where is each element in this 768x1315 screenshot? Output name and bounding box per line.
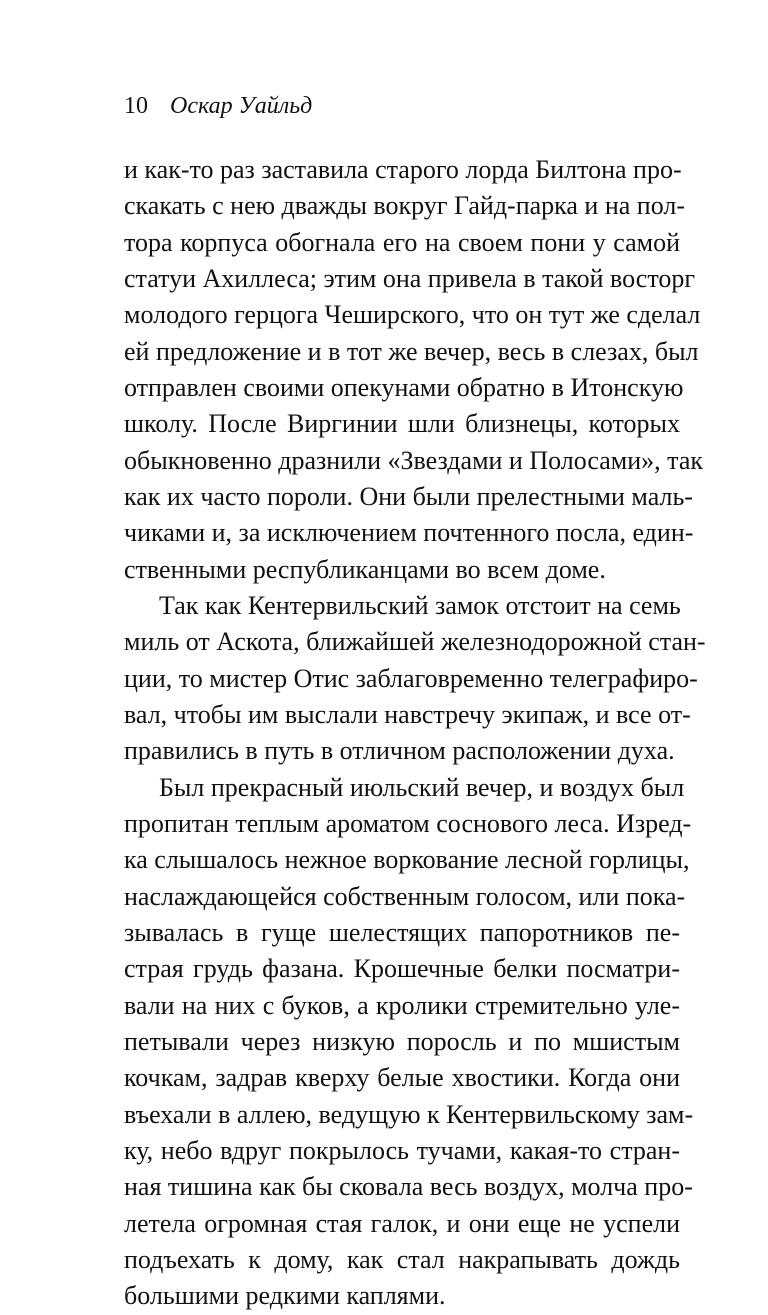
paragraph bbox=[124, 152, 704, 588]
text-line: миль от Аскота, ближайшей железнодорожной стан- bbox=[124, 627, 706, 657]
text-line: ку, небо вдруг покрылось тучами, какая-то стран- bbox=[124, 1135, 680, 1165]
text-line: чиками и, за исключением почтенного посла, един- bbox=[124, 518, 694, 548]
text-line: правились в путь в отличном расположении духа. bbox=[124, 736, 675, 766]
text-line: как их часто пороли. Они были прелестными маль- bbox=[124, 481, 693, 511]
text-line: ная тишина как бы сковала весь воздух, молча про- bbox=[124, 1172, 693, 1202]
text-line: зывалась в гуще шелестящих папоротников пе- bbox=[124, 917, 680, 947]
text-line: вали на них с буков, а кролики стремительно уле- bbox=[124, 990, 680, 1020]
running-header bbox=[124, 90, 312, 122]
text-line: и как-то раз заставила старого лорда Билтона про- bbox=[124, 155, 682, 184]
text-line: обыкновенно дразнили «Звездами и Полосами», так bbox=[124, 445, 704, 475]
text-line: наслаждающейся собственным голосом, или пока- bbox=[124, 881, 686, 911]
text-line: кочкам, задрав кверху белые хвостики. Когда они bbox=[124, 1063, 680, 1093]
text-line: подъехать к дому, как стал накрапывать дождь bbox=[124, 1244, 680, 1274]
text-line: ции, то мистер Отис заблаговременно телеграфиро- bbox=[124, 663, 698, 693]
text-line: Был прекрасный июльский вечер, и воздух был bbox=[159, 772, 685, 802]
paragraph bbox=[124, 588, 706, 770]
page-number: 10 bbox=[124, 93, 148, 119]
author-name: Оскар Уайльд bbox=[170, 93, 313, 119]
text-line: страя грудь фазана. Крошечные белки посматри- bbox=[124, 954, 680, 984]
body-text bbox=[124, 152, 706, 1315]
text-line: Так как Кентервильский замок отстоит на семь bbox=[159, 590, 681, 620]
text-line: скакать с нею дважды вокруг Гайд-парка и на пол- bbox=[124, 191, 686, 221]
text-line: большими редкими каплями. bbox=[124, 1281, 446, 1311]
text-line: пропитан теплым ароматом соснового леса. Изред- bbox=[124, 808, 692, 838]
text-line: ственными республиканцами во всем доме. bbox=[124, 554, 606, 584]
text-line: отправлен своими опекунами обратно в Итонскую bbox=[124, 372, 684, 402]
text-line: ка слышалось нежное воркование лесной горлицы, bbox=[124, 845, 690, 875]
text-line: молодого герцога Чеширского, что он тут же сделал bbox=[124, 300, 701, 330]
text-line: статуи Ахиллеса; этим она привела в такой восторг bbox=[124, 263, 696, 293]
text-line: ей предложение и в тот же вечер, весь в слезах, был bbox=[124, 336, 699, 366]
text-line: въехали в аллею, ведущую к Кентервильскому зам- bbox=[124, 1099, 694, 1129]
text-line: летела огромная стая галок, и они еще не успели bbox=[124, 1208, 680, 1238]
paragraph bbox=[124, 770, 694, 1315]
text-line: школу. После Виргинии шли близнецы, которых bbox=[124, 409, 680, 439]
text-line: вал, чтобы им выслали навстречу экипаж, и все от- bbox=[124, 699, 691, 729]
text-line: тора корпуса обогнала его на своем пони у самой bbox=[124, 227, 680, 257]
text-line: петывали через низкую поросль и по мшистым bbox=[124, 1026, 680, 1056]
